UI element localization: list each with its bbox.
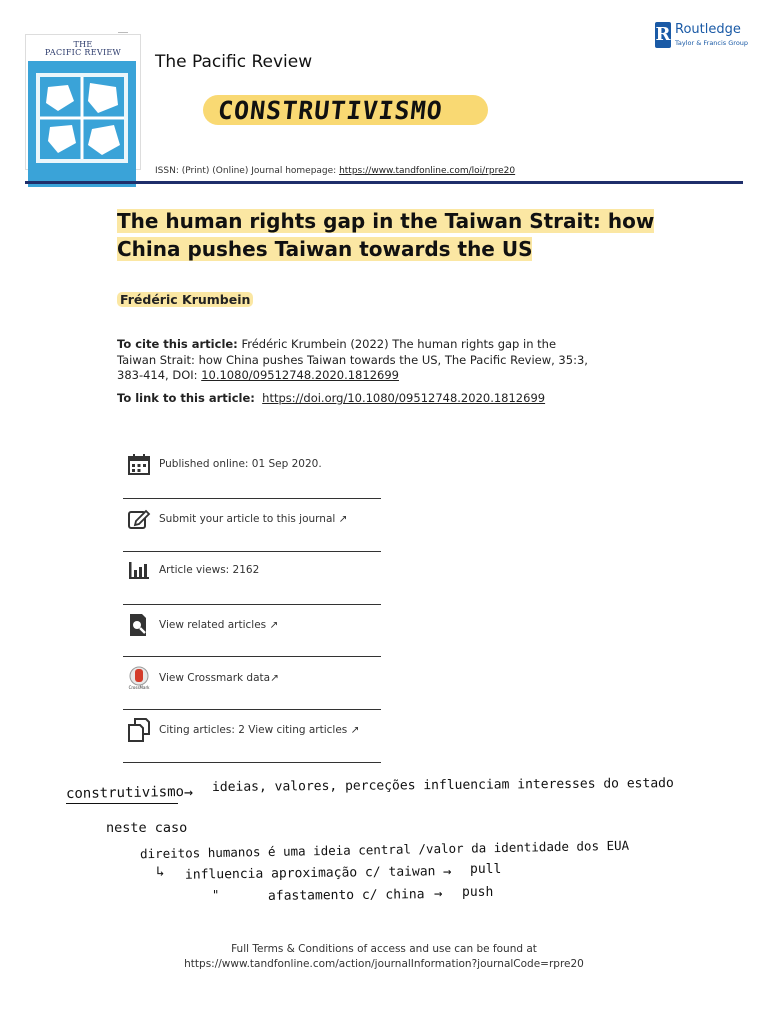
related-articles-label: View related articles [159,619,267,631]
search-doc-icon [127,613,151,637]
note-line3: direitos humanos é uma ideia central /valor da identidade dos EUA [139,837,630,862]
meta-submit[interactable] [123,503,381,555]
link-label: To link to this article: [117,391,255,405]
journal-homepage-link[interactable]: https://www.tandfonline.com/loi/rpre20 [339,166,516,176]
publisher-name: Routledge [675,22,741,37]
divider [123,709,381,710]
article-author [117,292,253,307]
copy-icon [127,718,151,742]
article-views: Article views: 2162 [159,564,260,576]
cite-label: To cite this article: [117,337,238,351]
svg-text:CrossMark: CrossMark [128,685,150,690]
crossmark-icon [127,666,151,690]
article-link-line [117,391,545,405]
divider [123,604,381,605]
article-doi-link[interactable]: https://doi.org/10.1080/09512748.2020.1812699 [262,391,546,405]
divider [123,656,381,657]
cover-title-line1: THE [73,40,93,49]
cite-text: Frédéric Krumbein (2022) The human rights gap in the Taiwan Strait: how China pushes Taiwan towards the US, The Pacific Review, 35:3, 383-414, DOI: [117,337,588,382]
submit-article-link[interactable] [159,513,347,525]
note-ditto: " [212,888,220,902]
note-underline [66,803,178,804]
meta-citing[interactable] [123,714,381,766]
meta-related[interactable] [123,609,381,661]
crossmark-link[interactable] [159,672,279,684]
divider [123,762,381,763]
publisher-subtitle: Taylor & Francis Group [675,39,749,47]
submit-article-label: Submit your article to this journal [159,513,336,525]
routledge-r-icon: R [655,22,671,48]
footer-terms-link[interactable]: https://www.tandfonline.com/action/journalInformation?journalCode=rpre20 [184,958,584,970]
cover-title-line2: PACIFIC REVIEW [44,48,122,57]
footer-line1: Full Terms & Conditions of access and use can be found at [231,943,537,955]
article-title [117,207,657,263]
meta-published [123,448,381,500]
crossmark-label: View Crossmark data [159,672,271,684]
edit-icon [127,507,151,531]
note-pull: pull [470,862,502,877]
journal-cover [25,34,141,170]
top-mark [118,32,128,33]
cite-doi-link[interactable]: 10.1080/09512748.2020.1812699 [201,368,399,382]
external-link-icon: ↗ [270,672,279,684]
author-name[interactable]: Frédéric Krumbein [117,292,253,307]
note-line5: afastamento c/ china [267,887,425,904]
divider [123,498,381,499]
issn-text: ISSN: (Print) (Online) Journal homepage: [155,166,340,176]
note-line4: influencia aproximação c/ taiwan [184,864,436,883]
bar-chart-icon [127,558,151,582]
meta-crossmark[interactable] [123,662,381,714]
note-construtivismo: construtivismo [65,783,185,803]
cover-title [26,41,140,57]
note-push: push [462,885,494,900]
header-rule [25,181,743,184]
journal-name: The Pacific Review [155,52,313,72]
article-title-line1: The human rights gap in the Taiwan Strait: how [117,209,655,233]
cover-map-image [28,61,136,187]
note-line1: ideias, valores, perceções influenciam interesses do estado [211,775,674,796]
arrow-icon: → [184,783,194,801]
issn-line [155,166,515,176]
arrow-icon: → [434,886,443,902]
published-date: Published online: 01 Sep 2020. [159,458,322,470]
citing-articles-label: Citing articles: 2 View citing articles [159,724,348,736]
calendar-icon [127,452,151,476]
external-link-icon: ↗ [269,619,279,631]
external-link-icon: ↗ [338,513,348,525]
note-line2: neste caso [106,820,188,836]
citation-block [117,337,597,384]
return-arrow-icon: ↳ [156,864,165,880]
arrow-icon: → [443,864,452,880]
citing-articles-link[interactable] [159,724,359,736]
footer-terms [0,942,768,972]
external-link-icon: ↗ [350,724,360,736]
article-title-line2: China pushes Taiwan towards the US [117,237,533,261]
related-articles-link[interactable] [159,619,278,631]
meta-views [123,554,381,606]
handwritten-tag: CONSTRUTIVISMO [216,96,445,125]
divider [123,551,381,552]
